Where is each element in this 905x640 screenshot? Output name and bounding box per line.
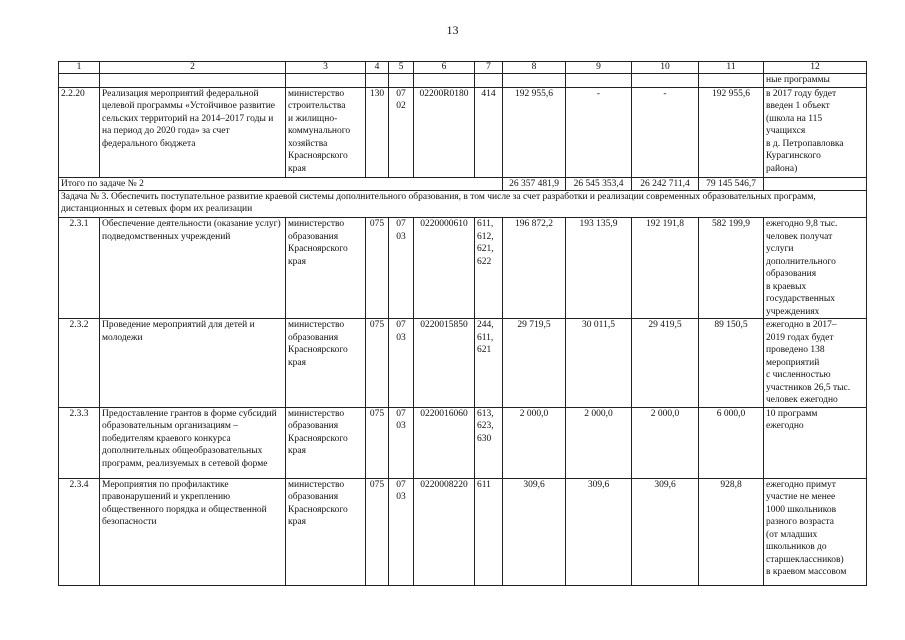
grbs-code: 075	[366, 407, 389, 478]
year3-value: 192 191,8	[632, 218, 699, 319]
expected-result: 10 программ ежегодно	[764, 407, 867, 478]
year2-value: 30 011,5	[566, 319, 632, 408]
year2-value: -	[566, 87, 632, 177]
expected-result: ежегодно примут участие не менее 1000 школьников разного возраста (от младших школьников до старшеклассников) в краевом массовом	[764, 478, 867, 585]
expected-result: ежегодно 9,8 тыс. человек получат услуги дополнительного образования в краевых государственных учреждениях	[764, 218, 867, 319]
activity-name: Реализация мероприятий федеральной целевой программы «Устойчивое развитие сельских территорий на 2014–2017 годы и на период до 2020 года» за счет федерального бюджета	[100, 87, 286, 177]
vr-code: 613, 623, 630	[475, 407, 503, 478]
total-year2: 26 545 353,4	[566, 177, 632, 191]
col-header-11: 11	[699, 62, 764, 74]
rzpr-code: 07 03	[389, 319, 414, 408]
rzpr-code: 07 03	[389, 407, 414, 478]
total-value: 928,8	[699, 478, 764, 585]
year3-value: 309,6	[632, 478, 699, 585]
executor: министерство образования Красноярского края	[286, 218, 366, 319]
grbs-code: 075	[366, 319, 389, 408]
task-heading: Задача № 3. Обеспечить поступательное развитие краевой системы дополнительного образования, в том числе за счет разработки и реализации современных образовательных программ, дистанционных и сетевых форм их реализации	[59, 191, 867, 218]
col-header-5: 5	[389, 62, 414, 74]
grbs-code: 130	[366, 87, 389, 177]
executor: министерство образования Красноярского края	[286, 407, 366, 478]
col-header-1: 1	[59, 62, 100, 74]
total-value: 582 199,9	[699, 218, 764, 319]
row-number: 2.3.1	[59, 218, 100, 319]
table-row	[59, 407, 867, 478]
col-header-12: 12	[764, 62, 867, 74]
year3-value: -	[632, 87, 699, 177]
row-number: 2.3.4	[59, 478, 100, 585]
total-value: 192 955,6	[699, 87, 764, 177]
year3-value: 29 419,5	[632, 319, 699, 408]
vr-code: 611	[475, 478, 503, 585]
year1-value: 2 000,0	[503, 407, 566, 478]
rzpr-code: 07 02	[389, 87, 414, 177]
table-row	[59, 319, 867, 408]
year2-value: 2 000,0	[566, 407, 632, 478]
activity-name: Обеспечение деятельности (оказание услуг) подведомственных учреждений	[100, 218, 286, 319]
col-header-9: 9	[566, 62, 632, 74]
csr-code: 0220016060	[414, 407, 475, 478]
total-sum: 79 145 546,7	[699, 177, 764, 191]
table-row	[59, 478, 867, 585]
total-value: 6 000,0	[699, 407, 764, 478]
continuation-text: ные программы	[764, 74, 867, 88]
total-year1: 26 357 481,9	[503, 177, 566, 191]
rzpr-code: 07 03	[389, 218, 414, 319]
vr-code: 611, 612, 621, 622	[475, 218, 503, 319]
csr-code: 0220000610	[414, 218, 475, 319]
grbs-code: 075	[366, 218, 389, 319]
csr-code: 0220008220	[414, 478, 475, 585]
total-year3: 26 242 711,4	[632, 177, 699, 191]
rzpr-code: 07 03	[389, 478, 414, 585]
year2-value: 309,6	[566, 478, 632, 585]
row-number: 2.3.3	[59, 407, 100, 478]
vr-code: 414	[475, 87, 503, 177]
continuation-row	[59, 74, 867, 88]
year2-value: 193 135,9	[566, 218, 632, 319]
row-number: 2.2.20	[59, 87, 100, 177]
csr-code: 0220015850	[414, 319, 475, 408]
executor: министерство строительства и жилищно- коммунального хозяйства Красноярского края	[286, 87, 366, 177]
col-header-3: 3	[286, 62, 366, 74]
year3-value: 2 000,0	[632, 407, 699, 478]
table-row	[59, 87, 867, 177]
row-number: 2.3.2	[59, 319, 100, 408]
col-header-4: 4	[366, 62, 389, 74]
grbs-code: 075	[366, 478, 389, 585]
page-number: 13	[446, 23, 459, 37]
total-label: Итого по задаче № 2	[59, 177, 503, 191]
col-header-6: 6	[414, 62, 475, 74]
executor: министерство образования Красноярского края	[286, 478, 366, 585]
table-row	[59, 218, 867, 319]
year1-value: 196 872,2	[503, 218, 566, 319]
program-table	[58, 61, 867, 586]
vr-code: 244, 611, 621	[475, 319, 503, 408]
header-row	[59, 62, 867, 74]
expected-result: ежегодно в 2017– 2019 годах будет проведено 138 мероприятий с численностью участников 26,5 тыс. человек ежегодно	[764, 319, 867, 408]
col-header-10: 10	[632, 62, 699, 74]
activity-name: Мероприятия по профилактике правонарушений и укреплению общественного порядка и общественной безопасности	[100, 478, 286, 585]
year1-value: 309,6	[503, 478, 566, 585]
activity-name: Предоставление грантов в форме субсидий образовательным организациям – победителям краевого конкурса дополнительных общеобразовательных программ, реализуемых в сетевой форме	[100, 407, 286, 478]
col-header-7: 7	[475, 62, 503, 74]
year1-value: 29 719,5	[503, 319, 566, 408]
year1-value: 192 955,6	[503, 87, 566, 177]
col-header-8: 8	[503, 62, 566, 74]
task-row	[59, 191, 867, 218]
expected-result: в 2017 году будет введен 1 объект (школа на 115 учащихся в д. Петропавловка Курагинского района)	[764, 87, 867, 177]
executor: министерство образования Красноярского края	[286, 319, 366, 408]
total-row	[59, 177, 867, 191]
csr-code: 02200R0180	[414, 87, 475, 177]
total-value: 89 150,5	[699, 319, 764, 408]
activity-name: Проведение мероприятий для детей и молодежи	[100, 319, 286, 408]
col-header-2: 2	[100, 62, 286, 74]
